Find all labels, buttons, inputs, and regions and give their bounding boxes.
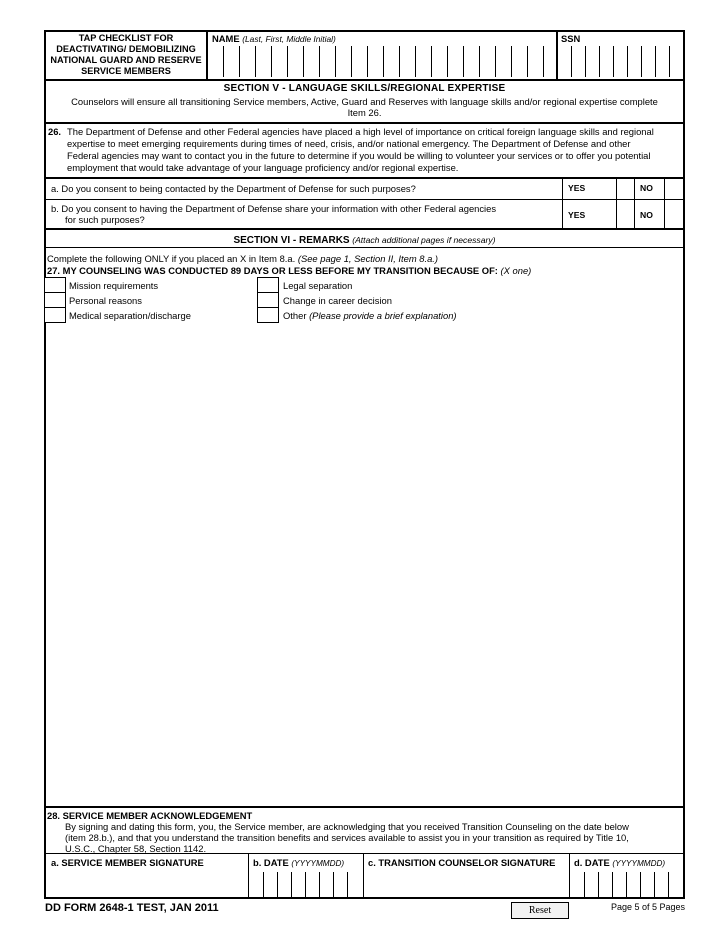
ssn-label: SSN bbox=[561, 33, 581, 44]
b-date-hint: (YYYYMMDD) bbox=[291, 859, 345, 868]
question-b-yes-box[interactable] bbox=[617, 200, 634, 227]
option-legal-separation: Legal separation bbox=[283, 280, 353, 291]
form-title-line-3: NATIONAL GUARD AND RESERVE bbox=[50, 55, 202, 65]
item-26-line-2: expertise to meet emerging requirements during times of need, crisis, and/or national emergency. The Department of Defense and other bbox=[67, 138, 631, 149]
form-title bbox=[46, 33, 206, 77]
service-member-date-label bbox=[253, 857, 344, 868]
counselor-signature-label: c. TRANSITION COUNSELOR SIGNATURE bbox=[368, 857, 556, 868]
section-6-heading-note: (Attach additional pages if necessary) bbox=[352, 235, 496, 245]
form-title-line-4: SERVICE MEMBERS bbox=[81, 66, 171, 76]
option-personal-reasons: Personal reasons bbox=[69, 295, 142, 306]
item-26-text bbox=[67, 126, 682, 174]
name-label: NAME bbox=[212, 33, 240, 44]
section-5-intro bbox=[44, 96, 685, 118]
section-6-heading-row bbox=[44, 234, 685, 246]
option-career-change: Change in career decision bbox=[283, 295, 392, 306]
item-28-title: 28. SERVICE MEMBER ACKNOWLEDGEMENT bbox=[47, 810, 253, 821]
checkbox-mission-requirements[interactable] bbox=[44, 277, 66, 293]
counselor-date-label bbox=[574, 857, 665, 868]
section-5-intro-line-2: Item 26. bbox=[347, 107, 382, 118]
name-input-cells[interactable] bbox=[207, 46, 556, 78]
question-b-line-2: for such purposes? bbox=[65, 214, 145, 225]
item-26-line-1: The Department of Defense and other Federal agencies have placed a high level of importance on critical foreign language skills and regional bbox=[67, 126, 654, 137]
question-b-no: NO bbox=[640, 210, 653, 220]
b-date-label: b. DATE bbox=[253, 857, 289, 868]
counselor-date-cells[interactable] bbox=[570, 872, 684, 898]
item-28-line-1: By signing and dating this form, you, the Service member, are acknowledging that you received Transition Counseling on the date below bbox=[65, 821, 629, 832]
question-a-no: NO bbox=[640, 183, 653, 193]
item-27-label: 27. MY COUNSELING WAS CONDUCTED 89 DAYS OR LESS BEFORE MY TRANSITION BECAUSE OF: bbox=[47, 265, 498, 276]
section-6-instructions bbox=[47, 253, 438, 264]
d-date-label: d. DATE bbox=[574, 857, 610, 868]
option-other-note: (Please provide a brief explanation) bbox=[309, 310, 457, 321]
checkbox-career-change[interactable] bbox=[257, 292, 279, 308]
question-a-no-box[interactable] bbox=[665, 179, 683, 198]
option-other bbox=[283, 310, 457, 321]
ssn-input-cells[interactable] bbox=[557, 46, 684, 78]
complete-text: Complete the following ONLY if you placed an X in Item 8.a. bbox=[47, 253, 296, 264]
item-27-note: (X one) bbox=[500, 265, 532, 276]
name-field-label bbox=[212, 33, 336, 44]
item-28-text bbox=[65, 821, 629, 854]
item-28-line-2: (item 28.b.), and that you understand the transition benefits and services available to assist you in your transition as required by Title 10, bbox=[65, 832, 629, 843]
item-26-line-4: employment that would take advantage of your language proficiency and/or regional expertise. bbox=[67, 162, 459, 173]
question-b bbox=[51, 203, 496, 225]
service-member-signature-field[interactable] bbox=[46, 869, 247, 898]
remarks-textarea[interactable] bbox=[46, 325, 683, 805]
question-b-line-1: b. Do you consent to having the Department of Defense share your information with other Federal agencies bbox=[51, 203, 497, 214]
question-a: a. Do you consent to being contacted by the Department of Defense for such purposes? bbox=[51, 183, 416, 194]
question-a-yes: YES bbox=[568, 183, 586, 193]
item-27-heading bbox=[47, 265, 531, 276]
checkbox-personal-reasons[interactable] bbox=[44, 292, 66, 308]
form-title-line-2: DEACTIVATING/ DEMOBILIZING bbox=[56, 44, 196, 54]
service-member-signature-label: a. SERVICE MEMBER SIGNATURE bbox=[51, 857, 204, 868]
counselor-signature-field[interactable] bbox=[364, 869, 568, 898]
option-medical-separation: Medical separation/discharge bbox=[69, 310, 191, 321]
checkbox-other[interactable] bbox=[257, 307, 279, 323]
page-number: Page 5 of 5 Pages bbox=[610, 902, 685, 912]
reset-button[interactable]: Reset bbox=[511, 902, 569, 919]
item-26-line-3: Federal agencies may want to contact you in the future to determine if you would be willing to volunteer your services or to offer you potential bbox=[67, 150, 651, 161]
item-26-number: 26. bbox=[48, 126, 62, 137]
name-hint: (Last, First, Middle Initial) bbox=[242, 34, 336, 44]
item-28-line-3: U.S.C., Chapter 58, Section 1142. bbox=[65, 843, 207, 854]
d-date-hint: (YYYYMMDD) bbox=[612, 859, 666, 868]
checkbox-legal-separation[interactable] bbox=[257, 277, 279, 293]
checkbox-medical-separation[interactable] bbox=[44, 307, 66, 323]
option-other-label: Other bbox=[283, 310, 307, 321]
section-5-heading: SECTION V - LANGUAGE SKILLS/REGIONAL EXPERTISE bbox=[223, 83, 506, 94]
form-title-line-1: TAP CHECKLIST FOR bbox=[78, 33, 174, 43]
complete-note: (See page 1, Section II, Item 8.a.) bbox=[297, 253, 439, 264]
question-a-yes-box[interactable] bbox=[617, 179, 634, 198]
option-mission-requirements: Mission requirements bbox=[69, 280, 159, 291]
section-6-heading: SECTION VI - REMARKS bbox=[233, 235, 350, 246]
question-b-yes: YES bbox=[568, 210, 586, 220]
service-member-date-cells[interactable] bbox=[249, 872, 363, 898]
form-id: DD FORM 2648-1 TEST, JAN 2011 bbox=[45, 902, 219, 914]
section-5-intro-line-1: Counselors will ensure all transitioning Service members, Active, Guard and Reserves with language skills and/or regional expertise complete bbox=[71, 96, 658, 107]
question-b-no-box[interactable] bbox=[665, 200, 683, 227]
